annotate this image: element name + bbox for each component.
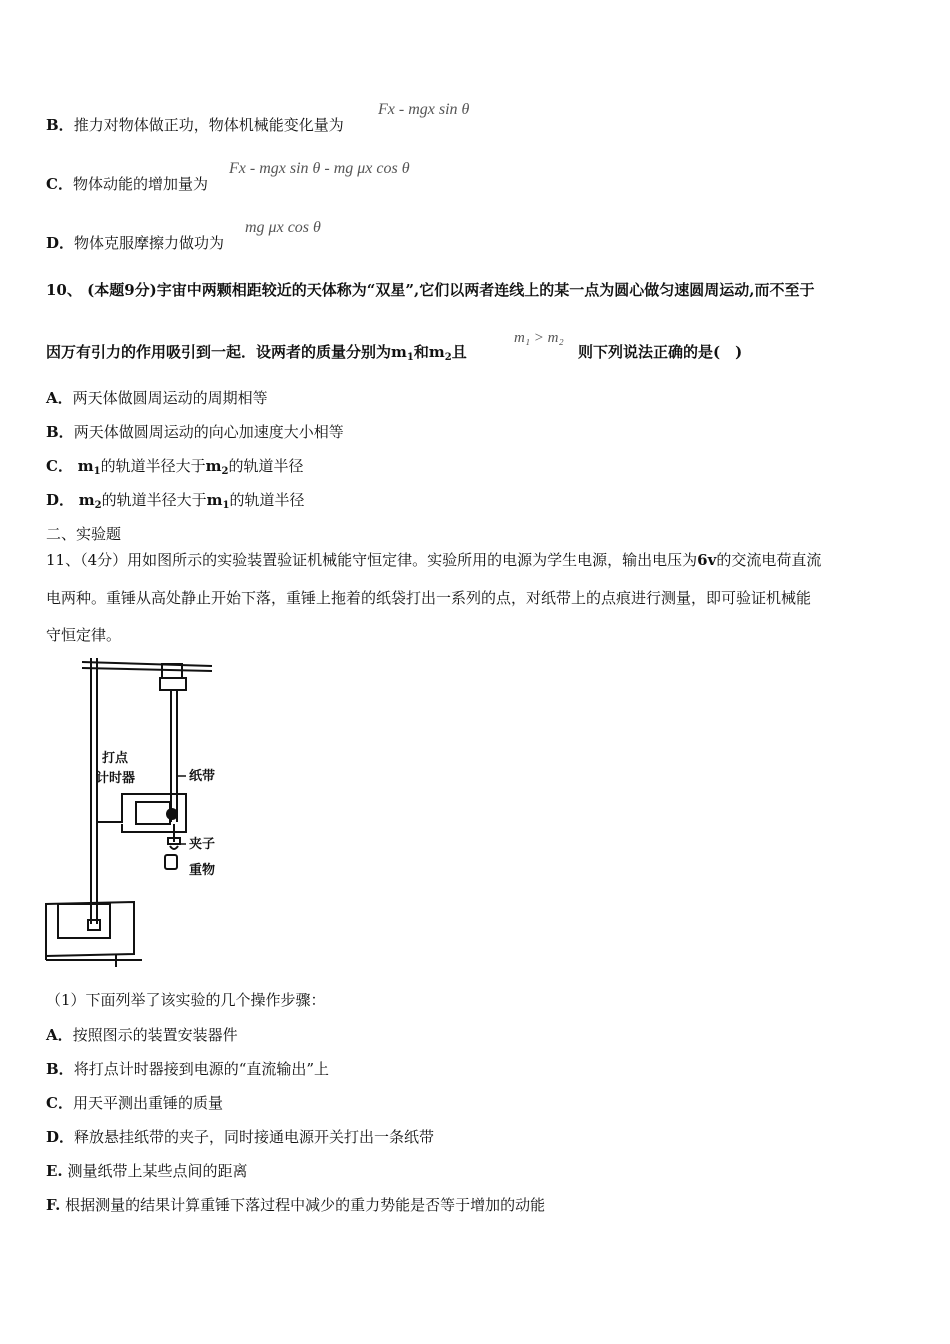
step-text: 释放悬挂纸带的夹子，同时接通电源开关打出一条纸带 [74, 1128, 435, 1146]
question-text: 用如图所示的实验装置验证机械能守恒定律。实验所用的电源为学生电源，输出电压为 [127, 551, 698, 569]
question-text: 的交流电荷直流 [716, 551, 822, 569]
step-a [46, 1025, 238, 1045]
q9-option-b [46, 115, 344, 135]
step-text: 根据测量的结果计算重锤下落过程中减少的重力势能是否等于增加的动能 [65, 1196, 546, 1214]
horizontal-arm-edge [82, 668, 212, 671]
mass-symbol: m [391, 343, 407, 361]
subscript: 1 [93, 466, 101, 477]
option-text: 的轨道半径大于 [101, 491, 207, 509]
question-score: （4分） [80, 551, 128, 569]
pole-foot [88, 920, 100, 930]
mass-symbol: m [78, 491, 95, 509]
connector: 且 [451, 343, 467, 361]
formula-friction-work: mg μx cos θ [245, 219, 321, 236]
option-text: 两天体做圆周运动的周期相等 [72, 389, 268, 407]
mass-symbol: m [428, 343, 445, 361]
option-letter: D． [46, 234, 75, 252]
horizontal-arm [82, 662, 212, 666]
q9-option-d [46, 233, 224, 253]
option-letter: C． [46, 457, 73, 475]
label-timer-2: 计时器 [96, 771, 136, 786]
label-tape: 纸带 [189, 769, 216, 784]
step-f [46, 1195, 545, 1215]
q11-stem-line3: 守恒定律。 [46, 626, 122, 644]
q10-option-b [46, 422, 344, 442]
timer-body [136, 802, 170, 824]
q11-stem-line2: 电两种。重锤从高处静止开始下落，重锤上拖着的纸袋打出一系列的点，对纸带上的点痕进行测量，即可验证机械能 [46, 589, 812, 607]
formula-mass-relation: m₁ > m₂ [514, 330, 564, 346]
label-timer-1: 打点 [102, 751, 129, 766]
option-text: 两天体做圆周运动的向心加速度大小相等 [73, 423, 344, 441]
question-tag: (本题9分) [87, 281, 157, 299]
question-text: 宇宙中两颗相距较近的天体称为“双星”,它们以两者连线上的某一点为圆心做匀速圆周运动,而不至于 [156, 281, 815, 299]
step-text: 测量纸带上某些点间的距离 [67, 1162, 248, 1180]
timer-dot [166, 808, 178, 820]
mass-symbol: m [77, 457, 94, 475]
q9-option-c [46, 174, 208, 194]
option-text: 物体动能的增加量为 [72, 175, 208, 193]
q10-option-c [46, 456, 303, 482]
step-letter: B． [46, 1060, 74, 1078]
option-text: 推力对物体做正功，物体机械能变化量为 [73, 116, 344, 134]
mass-symbol: m [206, 491, 223, 509]
label-clip: 夹子 [189, 837, 216, 852]
step-letter: F. [46, 1196, 61, 1214]
connector: 和 [413, 343, 429, 361]
step-d [46, 1127, 434, 1147]
q10-stem-line1 [46, 280, 814, 300]
formula-fx-mgx-sin: Fx - mgx sin θ [378, 101, 470, 118]
question-number: 10、 [46, 281, 82, 299]
option-text: 的轨道半径 [229, 491, 305, 509]
step-c [46, 1093, 223, 1113]
step-letter: C． [46, 1094, 73, 1112]
q10-stem-tail: 则下列说法正确的是( ) [578, 343, 743, 361]
q10-option-a [46, 388, 268, 408]
voltage-value: 6v [697, 551, 717, 569]
q11-stem-line1 [46, 550, 821, 570]
step-letter: E. [46, 1162, 63, 1180]
option-text: 物体克服摩擦力做功为 [74, 234, 225, 252]
option-text: 的轨道半径 [228, 457, 304, 475]
weight-body [165, 855, 177, 869]
option-letter: C． [46, 175, 73, 193]
option-letter: A． [46, 389, 73, 407]
subscript: 2 [444, 352, 452, 363]
subscript: 1 [406, 352, 414, 363]
section-heading: 二、实验题 [46, 525, 122, 543]
step-e [46, 1161, 247, 1181]
question-number: 11、 [46, 551, 81, 569]
subscript: 1 [222, 500, 230, 511]
step-letter: A． [46, 1026, 73, 1044]
option-letter: B． [46, 423, 74, 441]
q11-subquestion: （1）下面列举了该实验的几个操作步骤： [46, 991, 326, 1009]
apparatus-figure [44, 652, 234, 972]
option-letter: D． [46, 491, 75, 509]
q10-option-d [46, 490, 305, 516]
mass-symbol: m [205, 457, 222, 475]
step-letter: D． [46, 1128, 75, 1146]
option-letter: B． [46, 116, 74, 134]
base-platform [58, 904, 110, 938]
subscript: 2 [221, 466, 229, 477]
label-weight: 重物 [189, 863, 216, 878]
option-text: 的轨道半径大于 [100, 457, 206, 475]
step-text: 用天平测出重锤的质量 [72, 1094, 223, 1112]
step-text: 按照图示的装置安装器件 [72, 1026, 238, 1044]
q10-stem-line2 [46, 342, 467, 368]
question-text: 因万有引力的作用吸引到一起．设两者的质量分别为 [46, 343, 392, 361]
subscript: 2 [94, 500, 102, 511]
formula-kinetic-energy: Fx - mgx sin θ - mg μx cos θ [229, 160, 410, 177]
clamp-block [160, 678, 186, 690]
hook [170, 846, 178, 849]
step-b [46, 1059, 329, 1079]
step-text: 将打点计时器接到电源的“直流输出”上 [73, 1060, 330, 1078]
